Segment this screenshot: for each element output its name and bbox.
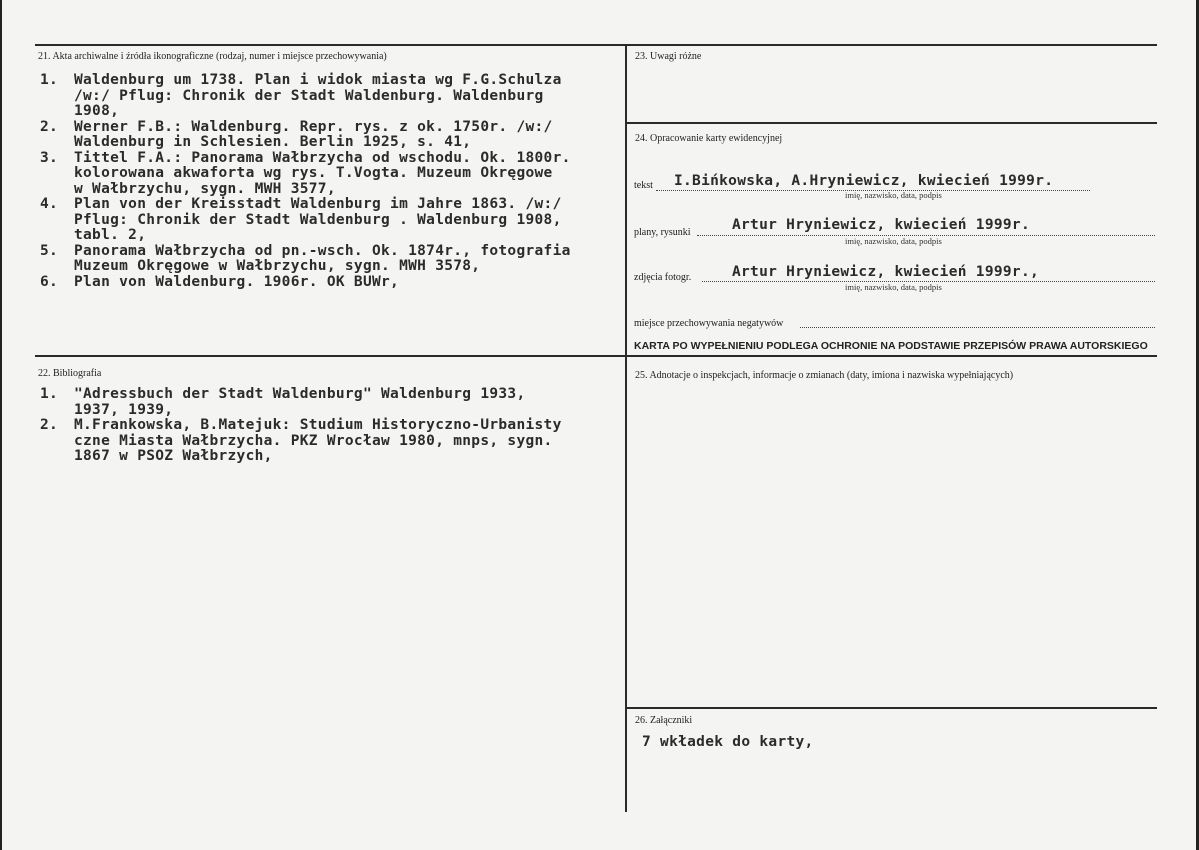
section-24-label: 24. Opracowanie karty ewidencyjnej — [635, 133, 783, 144]
plany-value: Artur Hryniewicz, kwiecień 1999r. — [732, 217, 1030, 233]
zdjecia-label: zdjęcia fotogr. — [634, 272, 692, 283]
entry-line: Tittel F.A.: Panorama Wałbrzycha od wschodu. Ok. 1800r. — [74, 149, 571, 166]
entry-text — [74, 244, 571, 275]
section-26-label: 26. Załączniki — [635, 715, 693, 726]
list-item — [40, 244, 620, 275]
entry-text — [74, 418, 562, 465]
list-item — [40, 275, 620, 291]
entry-line: Waldenburg um 1738. Plan i widok miasta wg F.G.Schulza — [74, 72, 562, 88]
list-item — [40, 151, 620, 198]
tekst-value: I.Bińkowska, A.Hryniewicz, kwiecień 1999r. — [674, 173, 1054, 189]
entry-number: 3. — [40, 149, 59, 166]
entry-line: w Wałbrzychu, sygn. MWH 3577, — [74, 180, 336, 197]
entry-number: 2. — [40, 118, 59, 135]
entry-line: kolorowana akwaforta wg rys. T.Vogta. Muzeum Okręgowe — [74, 165, 553, 181]
section-23-label: 23. Uwagi różne — [635, 51, 702, 62]
entry-number: 4. — [40, 196, 59, 212]
miejsce-dotted-line — [800, 327, 1155, 328]
entry-number: 1. — [40, 72, 59, 88]
entry-line: Plan von der Kreisstadt Waldenburg im Jahre 1863. /w:/ — [74, 196, 562, 212]
section-22-label: 22. Bibliografia — [38, 368, 102, 379]
entry-line: 1908, — [74, 103, 120, 119]
column-divider — [625, 44, 627, 812]
entry-line: /w:/ Pflug: Chronik der Stadt Waldenburg. Waldenburg — [74, 87, 544, 104]
entry-line: Pflug: Chronik der Stadt Waldenburg . Waldenburg 1908, — [74, 211, 562, 228]
copyright-warning: KARTA PO WYPEŁNIENIU PODLEGA OCHRONIE NA PODSTAWIE PRZEPISÓW PRAWA AUTORSKIEGO — [634, 340, 1148, 352]
entry-text — [74, 73, 562, 120]
entry-line: 1937, 1939, — [74, 401, 174, 418]
entry-line: Werner F.B.: Waldenburg. Repr. rys. z ok. 1750r. /w:/ — [74, 118, 553, 135]
entry-line: 1867 w PSOZ Wałbrzych, — [74, 448, 273, 464]
entry-line: Muzeum Okręgowe w Wałbrzychu, sygn. MWH 3578, — [74, 258, 481, 274]
miejsce-label: miejsce przechowywania negatywów — [634, 318, 784, 329]
section-25-label: 25. Adnotacje o inspekcjach, informacje o zmianach (daty, imiona i nazwiska wypełniających) — [635, 370, 1014, 381]
list-item — [40, 197, 620, 244]
middle-rule — [35, 355, 1157, 357]
list-item — [40, 73, 620, 120]
plany-label: plany, rysunki — [634, 227, 691, 238]
entry-line: tabl. 2, — [74, 227, 147, 243]
entry-number: 1. — [40, 386, 59, 402]
right-rule-26 — [626, 707, 1157, 709]
entry-text — [74, 151, 571, 198]
card-left-edge — [0, 0, 2, 850]
list-item — [40, 418, 620, 465]
entry-line: Waldenburg in Schlesien. Berlin 1925, s. 41, — [74, 134, 472, 150]
tekst-caption: imię, nazwisko, data, podpis — [845, 190, 942, 200]
tekst-label: tekst — [634, 180, 653, 191]
plany-caption: imię, nazwisko, data, podpis — [845, 236, 942, 246]
entry-line: Panorama Wałbrzycha od pn.-wsch. Ok. 1874r., fotografia — [74, 242, 571, 259]
zdjecia-caption: imię, nazwisko, data, podpis — [845, 282, 942, 292]
entry-number: 5. — [40, 242, 59, 259]
top-rule — [35, 44, 1157, 46]
entry-text — [74, 275, 399, 291]
zdjecia-value: Artur Hryniewicz, kwiecień 1999r., — [732, 264, 1040, 280]
section-26-value: 7 wkładek do karty, — [642, 734, 814, 750]
entry-number: 6. — [40, 273, 59, 290]
entry-number: 2. — [40, 417, 59, 433]
list-item — [40, 120, 620, 151]
entry-text — [74, 197, 562, 244]
entry-line: czne Miasta Wałbrzycha. PKZ Wrocław 1980, mnps, sygn. — [74, 432, 553, 449]
section-21-label: 21. Akta archiwalne i źródła ikonograficzne (rodzaj, numer i miejsce przechowywania) — [38, 51, 387, 62]
entry-line: "Adressbuch der Stadt Waldenburg" Waldenburg 1933, — [74, 386, 526, 402]
entry-line: M.Frankowska, B.Matejuk: Studium Historyczno-Urbanisty — [74, 417, 562, 433]
entry-text — [74, 387, 526, 418]
entry-line: Plan von Waldenburg. 1906r. OK BUWr, — [74, 273, 400, 290]
list-item — [40, 387, 620, 418]
right-rule-23 — [626, 122, 1157, 124]
entry-text — [74, 120, 553, 151]
